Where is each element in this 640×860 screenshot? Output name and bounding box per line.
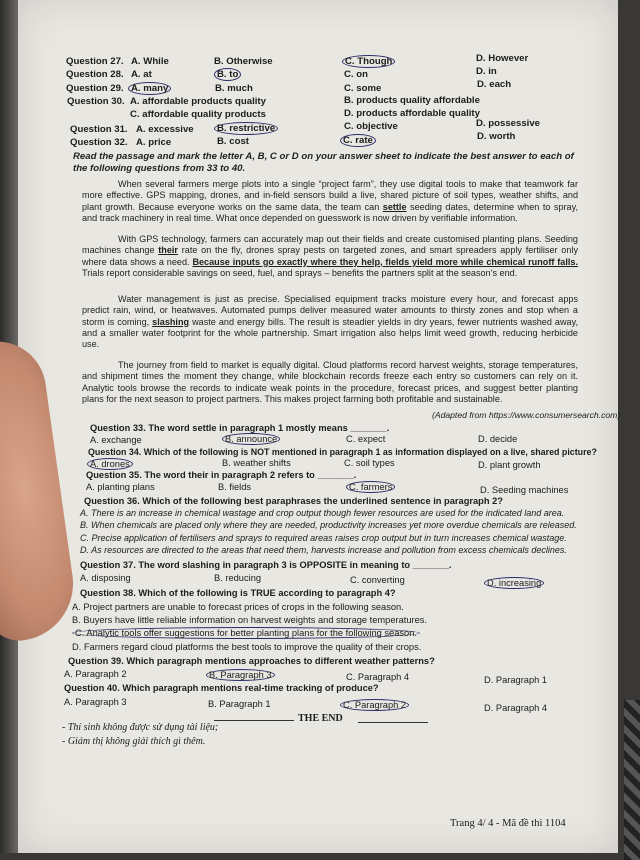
p3-text-b: waste and energy bills. The result is steadier yields in dry years, fewer nutrients washed away, and a smaller water footprint for the whole partnership. Smart irrigation also helps limit weed growth, reducing herbicide use.	[82, 316, 579, 350]
q32-b: B. cost	[217, 136, 249, 147]
q40-a: A. Paragraph 3	[64, 697, 127, 707]
q40-d: D. Paragraph 4	[484, 703, 548, 713]
q38-stem: Question 38. Which of the following is TRUE according to paragraph 4?	[80, 588, 396, 598]
q36-d: D. As resources are directed to the areas that need them, harvests increase and pollution from excess chemicals declines.	[80, 545, 567, 555]
q27-c-circled: C. Though	[342, 55, 395, 68]
p2-text-a: With GPS technology, farmers can accurately map out their fields and create customised planting plans. Seeding machines change	[82, 234, 578, 256]
q36-a: A. There is an increase in chemical wastage and crop output though fewer resources are used for the indicated land area.	[80, 508, 565, 518]
q36-stem: Question 36. Which of the following best paraphrases the underlined sentence in paragraph 2?	[84, 496, 503, 506]
q33-b: B. announce	[222, 434, 280, 444]
end-line-left	[214, 720, 294, 721]
p2-their-word: their	[158, 245, 178, 256]
q29-label: Question 29.	[66, 83, 124, 94]
q39-stem: Question 39. Which paragraph mentions approaches to different weather patterns?	[68, 656, 435, 666]
q37-c: C. converting	[350, 575, 405, 585]
q28-b	[214, 69, 241, 80]
note-2: - Giám thị không giải thích gì thêm.	[62, 736, 206, 747]
source-citation: (Adapted from https://www.consumersearch.com)	[432, 410, 621, 420]
passage-paragraph-1	[82, 179, 578, 224]
q37-a: A. disposing	[80, 573, 131, 583]
q34-stem: Question 34. Which of the following is NOT mentioned in paragraph 1 as information displayed on a live, shared picture?	[88, 447, 597, 457]
the-end: THE END	[298, 713, 343, 724]
q32-a: A. price	[136, 137, 172, 148]
q31-a: A. excessive	[136, 124, 194, 135]
p2-underlined-sentence: Because inputs go exactly where they help, fields yield more while chemical runoff falls.	[192, 256, 578, 267]
p3-slashing-word: slashing	[152, 316, 190, 327]
instruction: Read the passage and mark the letter A, B, C or D on your answer sheet to indicate the best answer to each of the following questions from 33 to 40.	[73, 151, 574, 174]
q39-a: A. Paragraph 2	[64, 669, 127, 679]
q31-b-circled: B. restrictive	[214, 122, 278, 135]
q28-label: Question 28.	[66, 69, 124, 80]
q35-stem: Question 35. The word their in paragraph 2 refers to _______.	[86, 470, 357, 480]
q35-a: A. planting plans	[86, 482, 155, 492]
sleeve	[624, 700, 640, 860]
passage-paragraph-2	[82, 234, 578, 279]
q34-a: A. drones	[87, 459, 133, 469]
q27-a: A. While	[131, 56, 169, 67]
q27-c	[342, 56, 395, 67]
q40-b: B. Paragraph 1	[208, 699, 271, 709]
q38-a: A. Project partners are unable to forecast prices of crops in the following season.	[72, 602, 404, 612]
q28-b-circled: B. to	[214, 68, 241, 81]
q29-a-circled: A. many	[128, 82, 171, 95]
q35-c: C. farmers	[346, 482, 395, 492]
q30-d: D. products affordable quality	[344, 108, 480, 119]
q28-c: C. on	[344, 69, 368, 80]
q36-b: B. When chemicals are placed only where they are needed, productivity increases yet more overdue chemicals are released.	[80, 520, 577, 530]
q29-c: C. some	[344, 83, 382, 94]
page-footer: Trang 4/ 4 - Mã đề thi 1104	[450, 818, 566, 829]
q33-c: C. expect	[346, 434, 386, 444]
q33-stem: Question 33. The word settle in paragraph 1 mostly means _______.	[90, 423, 390, 433]
p3-text-a: Water management is just as precise. Specialised equipment tracks moisture every hour, and forecast apps predict rain, wind, or heatwaves. Automated pumps deliver measured water amounts to thirsty zones and stop when a storm is coming,	[82, 294, 578, 327]
q27-d: D. However	[476, 53, 529, 64]
q30-c: C. affordable quality products	[130, 109, 266, 120]
q39-d: D. Paragraph 1	[484, 675, 548, 685]
passage-paragraph-4: The journey from field to market is equally digital. Cloud platforms record harvest weights, storage temperatures, and shipment times the moment they change, while blockchain records freeze each entry so customers can rely on it. Analytic tools browse the records to indicate weak points in the procedure, forecast prices, and suggest better planting plans for the next season to project partners. This makes project farming both profitable and sustainable.	[82, 360, 578, 404]
p1-text-end: seeding dates, determine when to spray, and track machinery in real time. What once depended on guesswork is now driven by verifiable information.	[82, 201, 578, 223]
q37-b: B. reducing	[214, 573, 262, 583]
q30-label: Question 30.	[67, 96, 125, 107]
q40-c: C. Paragraph 2	[340, 700, 409, 710]
q31-d: D. possessive	[476, 118, 540, 129]
q39-c: C. Paragraph 4	[346, 672, 410, 682]
q30-b: B. products quality affordable	[344, 95, 480, 106]
q28-a: A. at	[131, 69, 152, 80]
p1-text: When several farmers merge plots into a single “project farm”, they use digital tools to make that teamwork far more effective. GPS mapping, drones, and in-field sensors build a live, shared picture of soil types, weather shifts, and plant growth. Because everyone works on the same data, the team can	[82, 179, 578, 212]
p1-settle-word: settle	[382, 201, 407, 212]
q33-d: D. decide	[478, 434, 518, 444]
q29-d: D. each	[477, 79, 512, 90]
p2-text-c: Trials report considerable savings on seed, fuel, and sprays – benefits the partners split at the season’s end.	[82, 267, 518, 278]
p2-text-b: rate on the fly, drones spray pests on targeted zones, and smart spreaders apply fertiliser only where data shows a need.	[82, 245, 578, 267]
q34-b: B. weather shifts	[222, 458, 291, 468]
note-1: - Thí sinh không được sử dụng tài liệu;	[62, 722, 219, 733]
q38-c: C. Analytic tools offer suggestions for better planting plans for the following season.	[72, 628, 420, 638]
q34-d: D. plant growth	[478, 460, 541, 470]
q38-d: D. Farmers regard cloud platforms the best tools to improve the quality of their crops.	[72, 642, 422, 652]
q37-d: D. increasing	[484, 578, 544, 588]
q31-b	[214, 123, 278, 134]
q39-b: B. Paragraph 3	[206, 670, 275, 680]
q30-a: A. affordable products quality	[130, 96, 266, 107]
q35-b: B. fields	[218, 482, 252, 492]
end-line-right	[358, 722, 428, 723]
q38-b: B. Buyers have little reliable information on harvest weights and storage temperatures.	[72, 615, 428, 625]
q35-d: D. Seeding machines	[480, 485, 569, 495]
q32-c-circled: C. rate	[340, 134, 376, 147]
q29-b: B. much	[215, 83, 253, 94]
q32-d: D. worth	[477, 131, 516, 142]
q36-c: C. Precise application of fertilisers and sprays to required areas raises crop output but in turn increases chemical wastage.	[80, 533, 567, 543]
q27-label: Question 27.	[66, 56, 124, 67]
q31-c: C. objective	[344, 121, 398, 132]
passage-paragraph-3	[82, 294, 578, 350]
q32-label: Question 32.	[70, 137, 128, 148]
q34-c: C. soil types	[344, 458, 395, 468]
q32-c	[340, 135, 376, 146]
q28-d: D. in	[476, 66, 497, 77]
q29-a	[128, 83, 171, 94]
q27-b: B. Otherwise	[214, 56, 273, 67]
q40-stem: Question 40. Which paragraph mentions real-time tracking of produce?	[64, 683, 379, 693]
q33-a: A. exchange	[90, 435, 142, 445]
q31-label: Question 31.	[70, 124, 128, 135]
q37-stem: Question 37. The word slashing in paragraph 3 is OPPOSITE in meaning to _______.	[80, 560, 452, 570]
